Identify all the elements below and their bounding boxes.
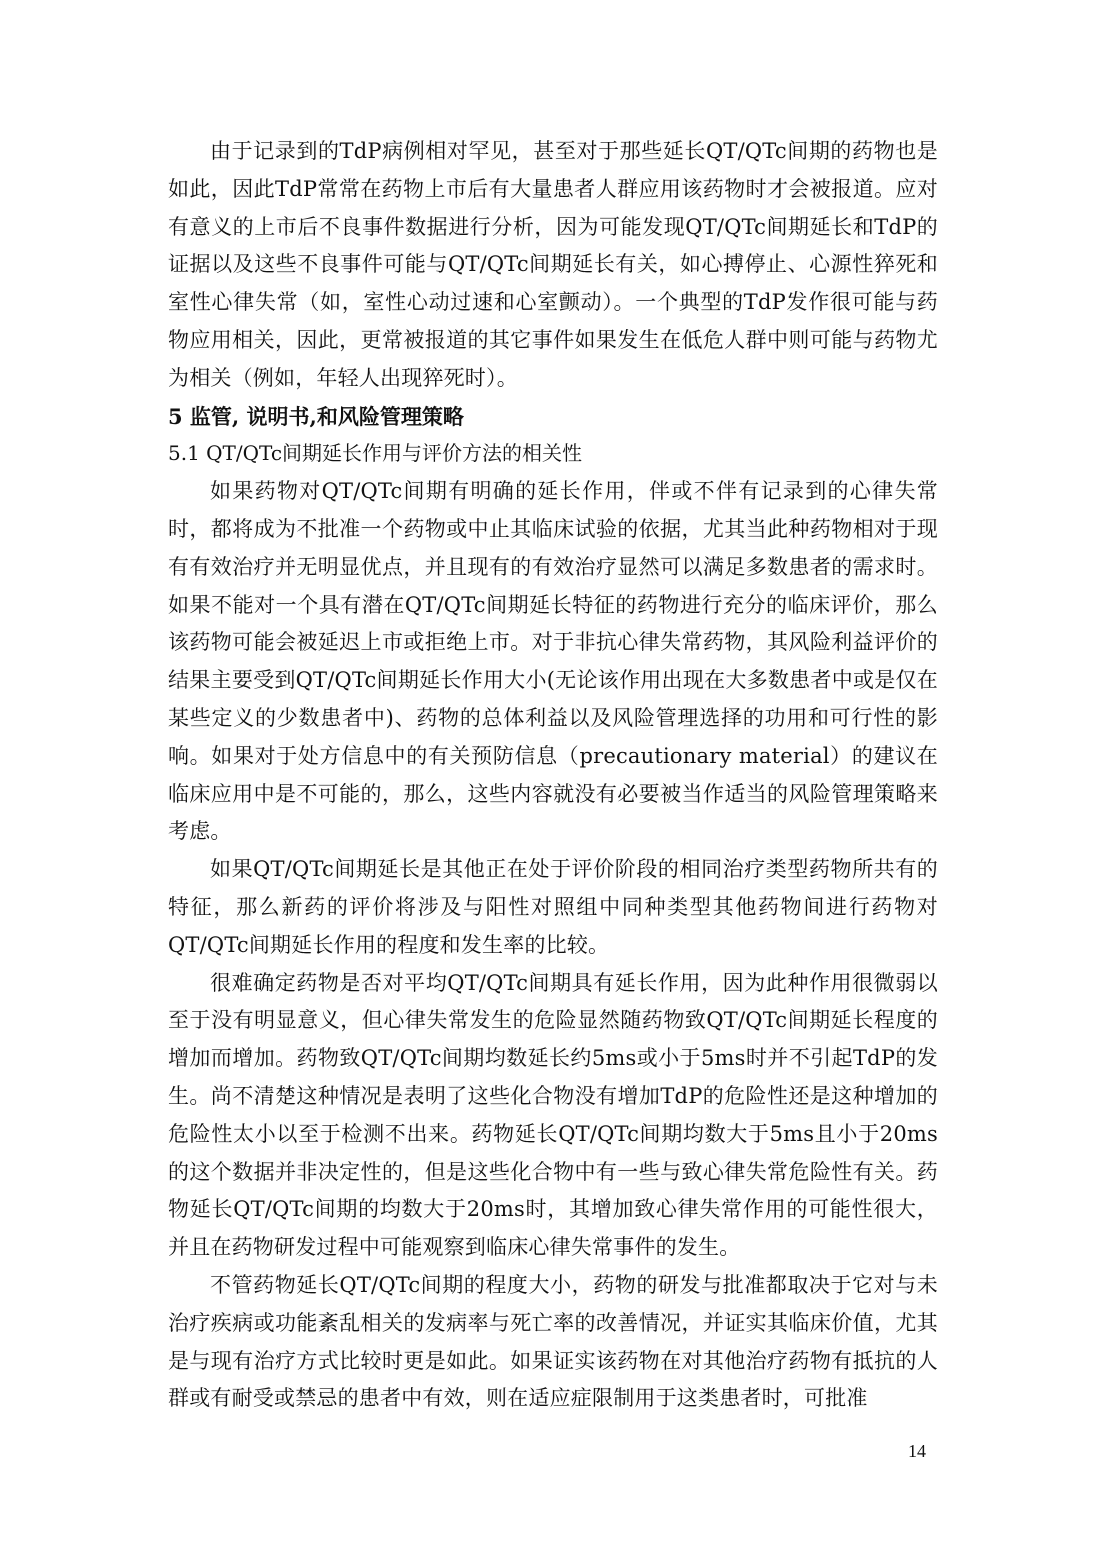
paragraph-approval-basis: 如果药物对QT/QTc间期有明确的延长作用，伴或不伴有记录到的心律失常时，都将成为不批准一个药物或中止其临床试验的依据，尤其当此种药物相对于现有有效治疗并无明显优点，并且现有的有效治疗显然可以满足多数患者的需求时。如果不能对一个具有潜在QT/QTc间期延长特征的药物进行充分的临床评价，那么该药物可能会被延迟上市或拒绝上市。对于非抗心律失常药物，其风险利益评价的结果主要受到QT/QTc间期延长作用大小(无论该作用出现在大多数患者中或是仅在某些定义的少数患者中)、药物的总体利益以及风险管理选择的功用和可行性的影响。如果对于处方信息中的有关预防信息（precautionary material）的建议在临床应用中是不可能的，那么，这些内容就没有必要被当作适当的风险管理策略来考虑。: [168, 479, 938, 844]
section-heading-5: 5 监管, 说明书,和风险管理策略: [168, 403, 464, 429]
subsection-heading-5-1: 5.1 QT/QTc间期延长作用与评价方法的相关性: [168, 441, 583, 466]
paragraph-class-effect: 如果QT/QTc间期延长是其他正在处于评价阶段的相同治疗类型药物所共有的特征，那么新药的评价将涉及与阳性对照组中同种类型其他药物间进行药物对QT/QTc间期延长作用的程度和发生率的比较。: [168, 857, 938, 957]
page-content: [168, 133, 938, 1418]
paragraph-tdp-postmarketing: 由于记录到的TdP病例相对罕见，甚至对于那些延长QT/QTc间期的药物也是如此，因此TdP常常在药物上市后有大量患者人群应用该药物时才会被报道。应对有意义的上市后不良事件数据进行分析，因为可能发现QT/QTc间期延长和TdP的证据以及这些不良事件可能与QT/QTc间期延长有关，如心搏停止、心源性猝死和室性心律失常（如，室性心动过速和心室颤动）。一个典型的TdP发作很可能与药物应用相关，因此，更常被报道的其它事件如果发生在低危人群中则可能与药物尤为相关（例如，年轻人出现猝死时）。: [168, 139, 938, 390]
paragraph-risk-magnitude: 很难确定药物是否对平均QT/QTc间期具有延长作用，因为此种作用很微弱以至于没有明显意义，但心律失常发生的危险显然随药物致QT/QTc间期延长程度的增加而增加。药物致QT/QTc间期均数延长约5ms或小于5ms时并不引起TdP的发生。尚不清楚这种情况是表明了这些化合物没有增加TdP的危险性还是这种增加的危险性太小以至于检测不出来。药物延长QT/QTc间期均数大于5ms且小于20ms的这个数据并非决定性的，但是这些化合物中有一些与致心律失常危险性有关。药物延长QT/QTc间期的均数大于20ms时，其增加致心律失常作用的可能性很大，并且在药物研发过程中可能观察到临床心律失常事件的发生。: [168, 970, 938, 1260]
paragraph-clinical-value: 不管药物延长QT/QTc间期的程度大小，药物的研发与批准都取决于它对与未治疗疾病或功能紊乱相关的发病率与死亡率的改善情况，并证实其临床价值，尤其是与现有治疗方式比较时更是如此。如果证实该药物在对其他治疗药物有抵抗的人群或有耐受或禁忌的患者中有效，则在适应症限制用于这类患者时，可批准: [168, 1272, 938, 1411]
page-number: 14: [908, 1441, 926, 1461]
